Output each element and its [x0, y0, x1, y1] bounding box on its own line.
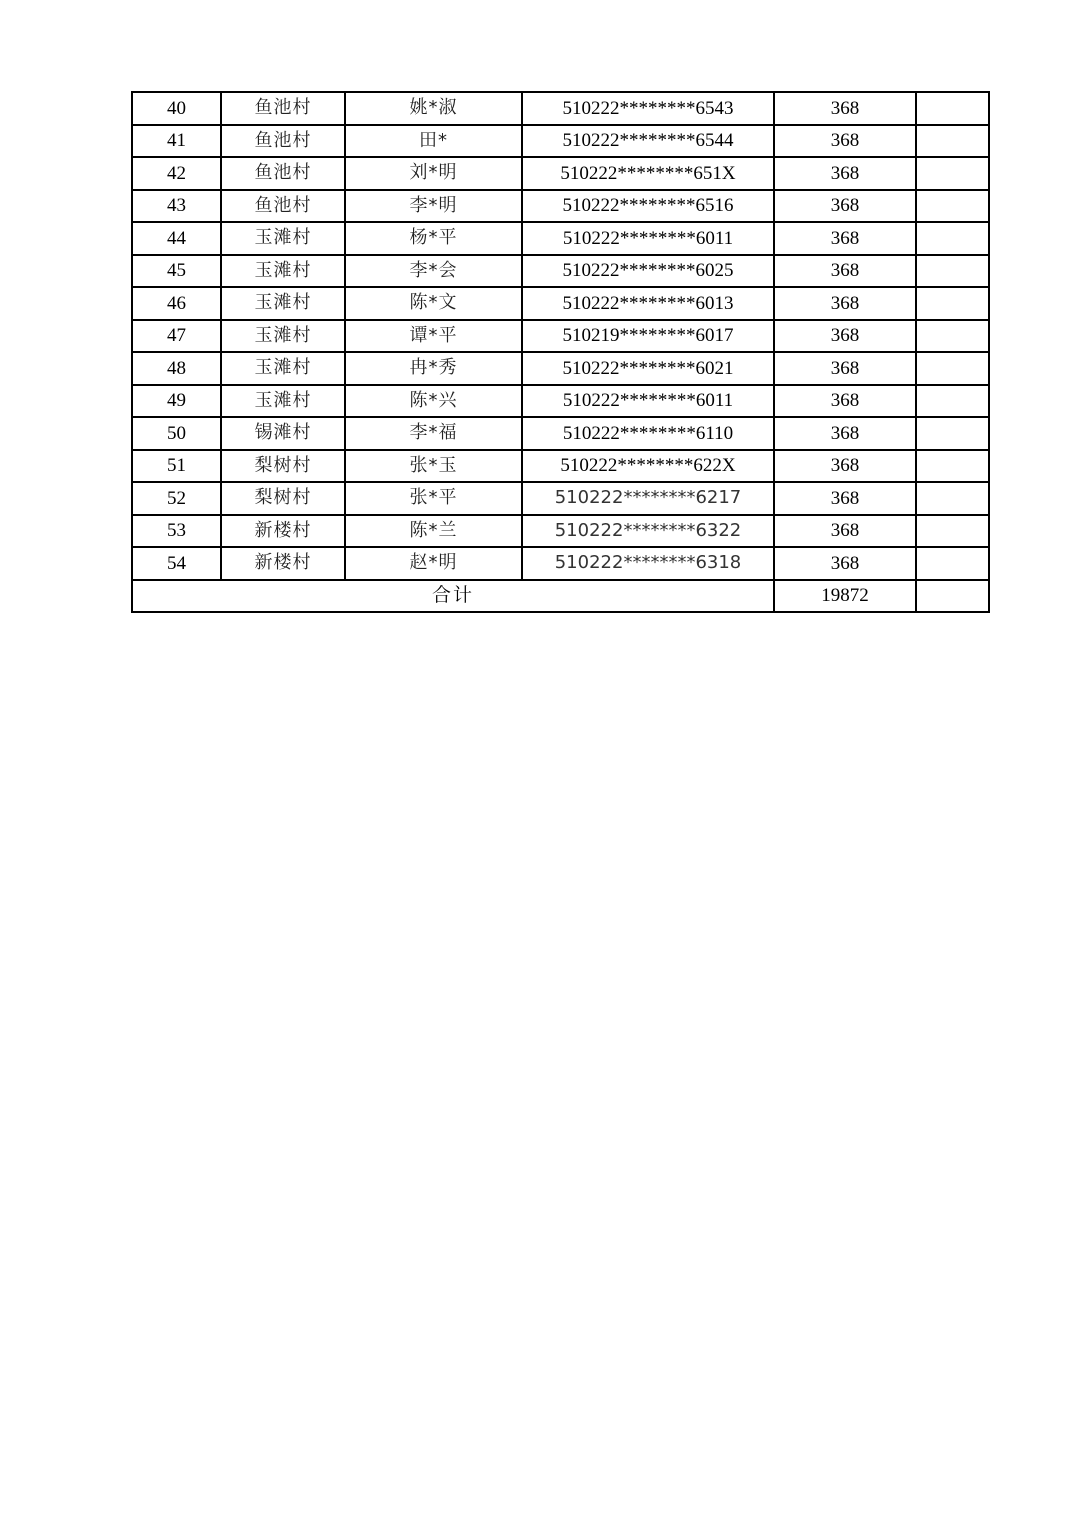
table-row	[132, 385, 989, 418]
amount-cell: 368	[774, 385, 916, 418]
name-cell: 冉*秀	[345, 352, 522, 385]
amount-cell: 368	[774, 482, 916, 515]
row-number: 49	[132, 385, 221, 418]
amount-cell: 368	[774, 125, 916, 158]
id-number-cell: 510222********6021	[522, 352, 774, 385]
note-cell	[916, 190, 989, 223]
village-cell: 鱼池村	[221, 92, 345, 125]
note-cell	[916, 320, 989, 353]
village-cell: 鱼池村	[221, 157, 345, 190]
village-cell: 玉滩村	[221, 255, 345, 288]
table-body	[132, 92, 989, 580]
id-number-cell: 510222********6011	[522, 222, 774, 255]
name-cell: 李*会	[345, 255, 522, 288]
name-cell: 陈*文	[345, 287, 522, 320]
name-cell: 陈*兰	[345, 515, 522, 548]
row-number: 48	[132, 352, 221, 385]
village-cell: 鱼池村	[221, 125, 345, 158]
name-cell: 张*平	[345, 482, 522, 515]
id-number-cell: 510222********6110	[522, 417, 774, 450]
row-number: 44	[132, 222, 221, 255]
total-label: 合计	[132, 580, 774, 613]
note-cell	[916, 287, 989, 320]
amount-cell: 368	[774, 450, 916, 483]
amount-cell: 368	[774, 417, 916, 450]
id-number-cell: 510219********6017	[522, 320, 774, 353]
amount-cell: 368	[774, 287, 916, 320]
village-cell: 梨树村	[221, 482, 345, 515]
id-number-cell: 510222********6013	[522, 287, 774, 320]
row-number: 41	[132, 125, 221, 158]
amount-cell: 368	[774, 320, 916, 353]
table-row	[132, 222, 989, 255]
amount-cell: 368	[774, 352, 916, 385]
village-cell: 玉滩村	[221, 385, 345, 418]
row-number: 40	[132, 92, 221, 125]
village-cell: 梨树村	[221, 450, 345, 483]
table-row	[132, 482, 989, 515]
amount-cell: 368	[774, 547, 916, 580]
name-cell: 张*玉	[345, 450, 522, 483]
village-cell: 新楼村	[221, 547, 345, 580]
id-number-cell: 510222********6544	[522, 125, 774, 158]
id-number-cell: 510222********6322	[522, 515, 774, 548]
table-row	[132, 125, 989, 158]
row-number: 51	[132, 450, 221, 483]
note-cell	[916, 482, 989, 515]
note-cell	[916, 417, 989, 450]
note-cell	[916, 547, 989, 580]
note-cell	[916, 385, 989, 418]
note-cell	[916, 157, 989, 190]
name-cell: 田*	[345, 125, 522, 158]
name-cell: 杨*平	[345, 222, 522, 255]
village-cell: 锡滩村	[221, 417, 345, 450]
row-number: 43	[132, 190, 221, 223]
row-number: 46	[132, 287, 221, 320]
amount-cell: 368	[774, 515, 916, 548]
village-cell: 鱼池村	[221, 190, 345, 223]
name-cell: 谭*平	[345, 320, 522, 353]
table-row	[132, 352, 989, 385]
total-amount: 19872	[774, 580, 916, 613]
amount-cell: 368	[774, 190, 916, 223]
id-number-cell: 510222********6543	[522, 92, 774, 125]
amount-cell: 368	[774, 222, 916, 255]
name-cell: 陈*兴	[345, 385, 522, 418]
note-cell	[916, 352, 989, 385]
village-cell: 玉滩村	[221, 320, 345, 353]
village-cell: 玉滩村	[221, 287, 345, 320]
table-row	[132, 255, 989, 288]
table-row	[132, 190, 989, 223]
id-number-cell: 510222********6217	[522, 482, 774, 515]
table-row	[132, 450, 989, 483]
subsidy-table	[131, 91, 990, 613]
row-number: 53	[132, 515, 221, 548]
table-row	[132, 320, 989, 353]
row-number: 50	[132, 417, 221, 450]
amount-cell: 368	[774, 92, 916, 125]
id-number-cell: 510222********6011	[522, 385, 774, 418]
id-number-cell: 510222********622X	[522, 450, 774, 483]
note-cell	[916, 92, 989, 125]
note-cell	[916, 450, 989, 483]
name-cell: 李*福	[345, 417, 522, 450]
village-cell: 玉滩村	[221, 352, 345, 385]
note-cell	[916, 515, 989, 548]
name-cell: 姚*淑	[345, 92, 522, 125]
table-row	[132, 157, 989, 190]
table-row	[132, 287, 989, 320]
amount-cell: 368	[774, 157, 916, 190]
village-cell: 新楼村	[221, 515, 345, 548]
note-cell	[916, 255, 989, 288]
id-number-cell: 510222********6318	[522, 547, 774, 580]
table-row	[132, 417, 989, 450]
amount-cell: 368	[774, 255, 916, 288]
table-row	[132, 92, 989, 125]
village-cell: 玉滩村	[221, 222, 345, 255]
id-number-cell: 510222********6516	[522, 190, 774, 223]
table-row	[132, 515, 989, 548]
row-number: 54	[132, 547, 221, 580]
row-number: 52	[132, 482, 221, 515]
id-number-cell: 510222********6025	[522, 255, 774, 288]
name-cell: 赵*明	[345, 547, 522, 580]
name-cell: 李*明	[345, 190, 522, 223]
table-row	[132, 547, 989, 580]
note-cell	[916, 125, 989, 158]
name-cell: 刘*明	[345, 157, 522, 190]
total-row	[132, 580, 989, 613]
note-cell	[916, 222, 989, 255]
total-note	[916, 580, 989, 613]
id-number-cell: 510222********651X	[522, 157, 774, 190]
row-number: 47	[132, 320, 221, 353]
row-number: 45	[132, 255, 221, 288]
row-number: 42	[132, 157, 221, 190]
